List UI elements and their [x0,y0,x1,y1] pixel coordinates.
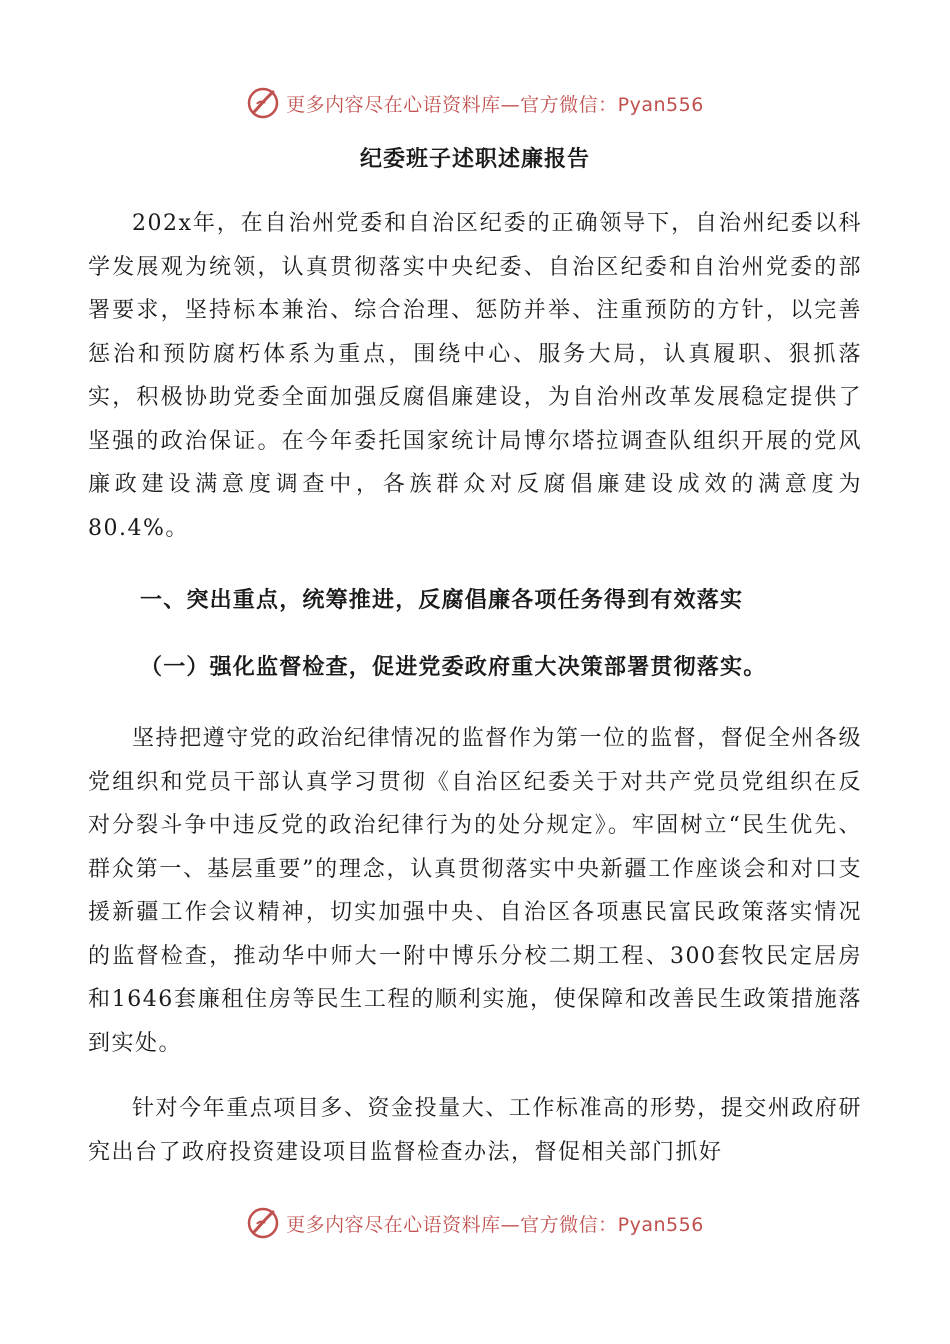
brush-logo-icon [246,86,280,120]
paragraph-projects: 针对今年重点项目多、资金投量大、工作标准高的形势，提交州政府研究出台了政府投资建设项目监督检查办法，督促相关部门抓好 [88,1096,862,1165]
watermark-footer [0,1206,950,1240]
section-heading: 一、突出重点，统筹推进，反腐倡廉各项任务得到有效落实 [140,588,744,613]
subsection-heading: （一）强化监督检查，促进党委政府重大决策部署贯彻落实。 [140,655,767,680]
document-title: 纪委班子述职述廉报告 [359,147,590,172]
watermark-header [0,86,950,120]
brush-logo-icon [246,1206,280,1240]
paragraph-supervision: 坚持把遵守党的政治纪律情况的监督作为第一位的监督，督促全州各级党组织和党员干部认真学习贯彻《自治区纪委关于对共产党员党组织在反对分裂斗争中违反党的政治纪律行为的处分规定》。牢固树立“民生优先、群众第一、基层重要”的理念，认真贯彻落实中央新疆工作座谈会和对口支援新疆工作会议精神，切实加强中央、自治区各项惠民富民政策落实情况的监督检查，推动华中师大一附中博乐分校二期工程、300套牧民定居房和1646套廉租住房等民生工程的顺利实施，使保障和改善民生政策措施落到实处。 [88,726,862,1056]
watermark-text: 更多内容尽在心语资料库—官方微信：Pyan556 [286,1213,704,1236]
watermark-text: 更多内容尽在心语资料库—官方微信：Pyan556 [286,93,704,116]
paragraph-intro: 202x年，在自治州党委和自治区纪委的正确领导下，自治州纪委以科学发展观为统领，认真贯彻落实中央纪委、自治区纪委和自治州党委的部署要求，坚持标本兼治、综合治理、惩防并举、注重预防的方针，以完善惩治和预防腐朽体系为重点，围绕中心、服务大局，认真履职、狠抓落实，积极协助党委全面加强反腐倡廉建设，为自治州改革发展稳定提供了坚强的政治保证。在今年委托国家统计局博尔塔拉调查队组织开展的党风廉政建设满意度调查中，各族群众对反腐倡廉建设成效的满意度为80.4%。 [88,211,862,541]
